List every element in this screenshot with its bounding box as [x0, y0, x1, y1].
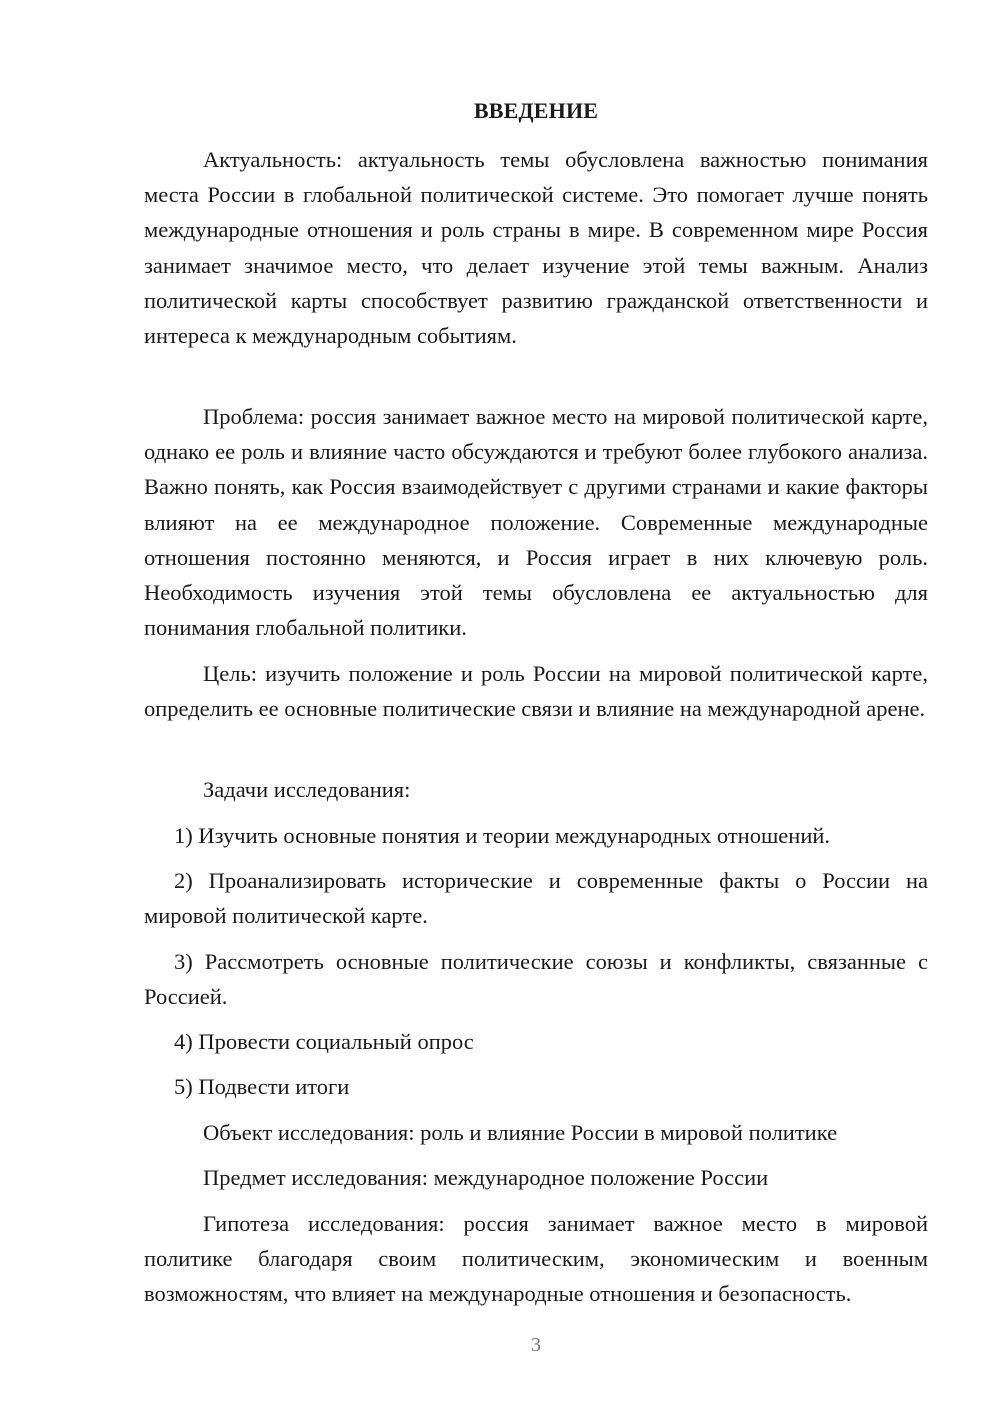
paragraph-hypothesis: Гипотеза исследования: россия занимает важное место в мировой политике благодаря своим политическим, экономическим и военным возможностям, что влияет на международные отношения и безопасность. — [144, 1211, 928, 1307]
task-item: 5) Подвести итоги — [174, 1074, 350, 1099]
task-item: 1) Изучить основные понятия и теории международных отношений. — [174, 823, 831, 848]
paragraph-subject: Предмет исследования: международное положение России — [203, 1165, 769, 1190]
paragraph-relevance: Актуальность: актуальность темы обусловлена важностью понимания места России в глобальной политической системе. Это помогает лучше понять международные отношения и роль страны в мире. В современном мире Россия занимает значимое место, что делает изучение этой темы важным. Анализ политической карты способствует развитию гражданской ответственности и интереса к международным событиям. — [144, 147, 928, 349]
section-title: ВВЕДЕНИЕ — [473, 98, 599, 123]
task-item: 4) Провести социальный опрос — [174, 1029, 474, 1054]
page-number: 3 — [531, 1334, 541, 1356]
tasks-heading: Задачи исследования: — [203, 777, 411, 802]
paragraph-goal: Цель: изучить положение и роль России на мировой политической карте, определить ее основные политические связи и влияние на международной арене. — [144, 661, 928, 722]
paragraph-object: Объект исследования: роль и влияние России в мировой политике — [203, 1120, 838, 1145]
task-item: 3) Рассмотреть основные политические союзы и конфликты, связанные с Россией. — [144, 949, 928, 1010]
task-item: 2) Проанализировать исторические и современные факты о России на мировой политической карте. — [144, 868, 928, 929]
paragraph-problem: Проблема: россия занимает важное место на мировой политической карте, однако ее роль и влияние часто обсуждаются и требуют более глубокого анализа. Важно понять, как Россия взаимодействует с другими странами и какие факторы влияют на ее международное положение. Современные международные отношения постоянно меняются, и Россия играет в них ключевую роль. Необходимость изучения этой темы обусловлена ее актуальностью для понимания глобальной политики. — [144, 404, 928, 641]
